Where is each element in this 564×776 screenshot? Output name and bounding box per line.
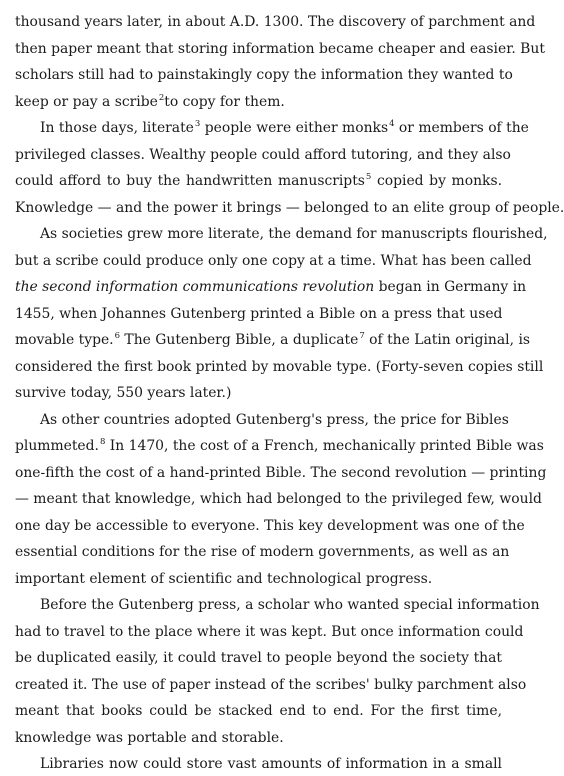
text-line	[15, 37, 545, 61]
text-segment: Libraries now could store vast amounts of information in a small	[40, 756, 502, 772]
text-segment: Knowledge — and the power it brings — belonged to an elite group of people.	[15, 199, 564, 216]
text-line	[40, 408, 509, 432]
text-line	[40, 222, 548, 246]
footnote-marker: 2	[158, 92, 165, 103]
text-segment: of the Latin original, is	[364, 332, 531, 348]
text-segment: then paper meant that storing information became cheaper and easier. But	[15, 40, 545, 57]
text-line	[40, 116, 529, 140]
footnote-marker: 7	[359, 331, 365, 341]
footnote-marker: 6	[114, 331, 121, 341]
text-line	[15, 249, 532, 273]
text-line	[15, 646, 502, 670]
text-segment: — meant that knowledge, which had belonged to the privileged few, would	[15, 491, 542, 507]
text-line	[15, 328, 531, 352]
text-line	[15, 302, 502, 326]
text-line	[15, 487, 542, 511]
text-segment: In those days, literate	[40, 120, 194, 136]
text-segment: to copy for them.	[164, 93, 285, 110]
text-segment: survive today, 550 years later.)	[15, 385, 232, 401]
text-segment: important element of scientific and technological progress.	[15, 570, 433, 587]
text-line	[15, 10, 536, 34]
text-segment: began in Germany in	[374, 279, 527, 295]
text-line	[15, 90, 285, 114]
text-line	[15, 275, 527, 299]
footnote-marker: 5	[365, 172, 372, 182]
text-line	[15, 620, 524, 644]
text-segment: copied by monks.	[371, 173, 502, 189]
text-segment: considered the first book printed by movable type. (Forty-seven copies still	[15, 358, 544, 375]
text-line	[15, 699, 502, 723]
text-line	[15, 169, 502, 193]
text-line	[15, 355, 544, 379]
text-segment: one day be accessible to everyone. This key development was one of the	[15, 517, 525, 534]
text-segment: The Gutenberg Bible, a duplicate	[120, 332, 359, 348]
text-segment: 1455, when Johannes Gutenberg printed a Bible on a press that used	[15, 305, 503, 322]
text-segment: In 1470, the cost of a French, mechanically printed Bible was	[105, 438, 544, 454]
text-segment: but a scribe could produce only one copy at a time. What has been called	[15, 252, 532, 269]
text-segment: could afford to buy the handwritten manuscripts	[15, 173, 365, 189]
text-line	[15, 673, 527, 697]
text-segment: scholars still had to painstakingly copy the information they wanted to	[15, 67, 513, 83]
text-line	[15, 567, 432, 591]
italic-phrase: the second information communications revolution	[15, 279, 375, 295]
text-line	[15, 434, 544, 458]
text-segment: plummeted.	[15, 438, 99, 454]
text-segment: thousand years later, in about A.D. 1300. The discovery of parchment and	[15, 14, 536, 30]
text-segment: keep or pay a scribe	[15, 93, 158, 110]
text-segment: essential conditions for the rise of modern governments, as well as an	[15, 544, 510, 560]
text-segment: privileged classes. Wealthy people could afford tutoring, and they also	[15, 146, 511, 163]
text-segment: movable type.	[15, 332, 114, 348]
text-segment: As other countries adopted Gutenberg's press, the price for Bibles	[40, 411, 509, 428]
text-line	[40, 752, 502, 776]
footnote-marker: 4	[389, 119, 395, 129]
text-line	[15, 540, 510, 564]
text-segment: one-fifth the cost of a hand-printed Bible. The second revolution — printing	[15, 464, 547, 481]
text-segment: meant that books could be stacked end to end. For the first time,	[15, 703, 502, 719]
text-segment: Before the Gutenberg press, a scholar who wanted special information	[40, 597, 540, 613]
text-segment: or members of the	[394, 120, 529, 136]
text-line	[15, 196, 564, 220]
text-segment: created it. The use of paper instead of the scribes' bulky parchment also	[15, 676, 527, 693]
text-line	[15, 143, 511, 167]
footnote-marker: 8	[99, 437, 106, 447]
text-line	[15, 726, 284, 750]
text-line	[40, 593, 540, 617]
footnote-marker: 3	[194, 119, 201, 129]
text-segment: As societies grew more literate, the demand for manuscripts flourished,	[40, 226, 548, 242]
text-line	[15, 514, 525, 538]
text-line	[15, 461, 547, 485]
text-segment: be duplicated easily, it could travel to people beyond the society that	[15, 650, 502, 666]
text-segment: people were either monks	[200, 120, 389, 136]
text-line	[15, 381, 231, 405]
text-segment: knowledge was portable and storable.	[15, 729, 284, 746]
text-line	[15, 63, 513, 87]
text-segment: had to travel to the place where it was kept. But once information could	[15, 623, 524, 640]
